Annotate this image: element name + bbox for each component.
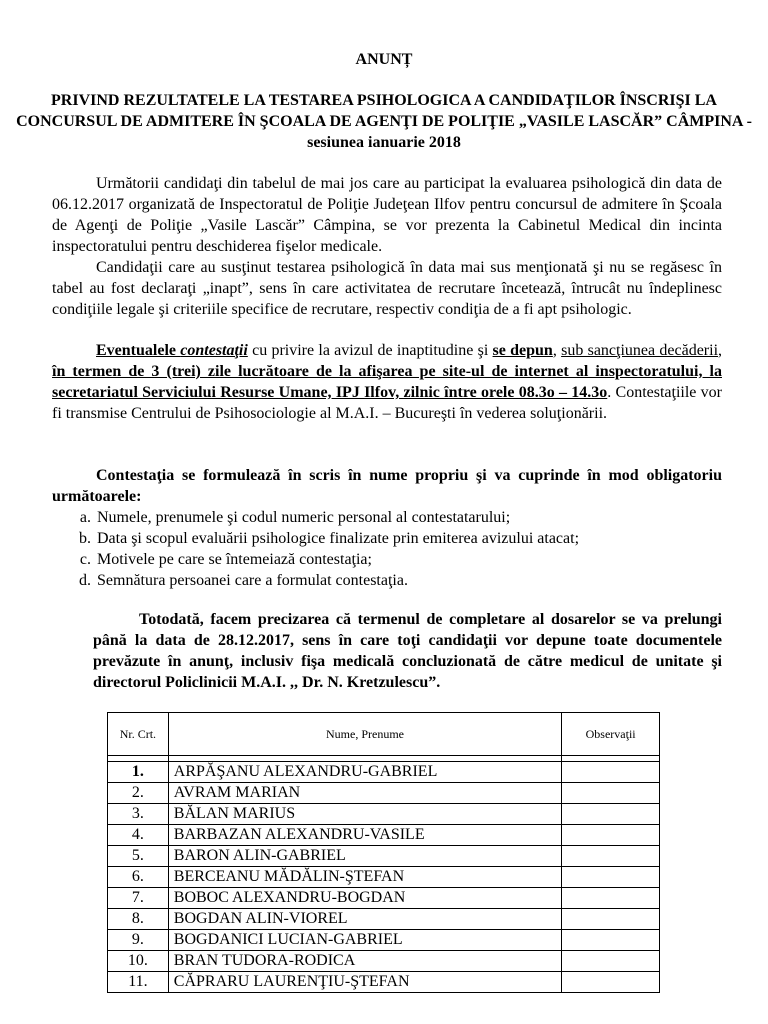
header-observations: Observaţii [562,713,660,756]
results-table [107,712,660,993]
row-name: BOGDAN ALIN-VIOREL [168,909,561,930]
row-name: BARBAZAN ALEXANDRU-VASILE [168,825,561,846]
row-name: BARON ALIN-GABRIEL [168,846,561,867]
header-nr: Nr. Crt. [108,713,169,756]
requirements-list [52,507,765,591]
contest-mid: cu privire la avizul de inaptitudine şi [247,342,493,359]
contest-tail: . Contestaţiile vor fi transmise Centrului de Psihosociologie al M.A.I. – Bucureşti în vederea soluţionării. [52,384,722,422]
document-heading: ANUNȚ [355,51,413,68]
row-number: 7. [108,888,169,909]
row-number: 11. [108,972,169,993]
contest-comma-2: , [718,342,723,359]
row-observations [562,951,660,972]
contest-word: contestaţii [180,342,248,359]
row-number: 4. [108,825,169,846]
contest-intro: Eventualele [96,342,181,359]
row-name: BOBOC ALEXANDRU-BOGDAN [168,888,561,909]
row-number: 2. [108,783,169,804]
row-name: BĂLAN MARIUS [168,804,561,825]
row-number: 3. [108,804,169,825]
table-row [108,762,660,783]
row-observations [562,804,660,825]
row-name: AVRAM MARIAN [168,783,561,804]
document-subheading [0,90,768,153]
table-row [108,846,660,867]
row-observations [562,888,660,909]
table-row [108,888,660,909]
table-row [108,867,660,888]
row-observations [562,825,660,846]
row-number: 5. [108,846,169,867]
subheading-main: PRIVIND REZULTATELE LA TESTAREA PSIHOLOGICA A CANDIDAŢILOR ÎNSCRIŞI LA CONCURSUL DE ADMITERE ÎN ŞCOALA DE AGENŢI DE POLIŢIE „VASILE LASCĂR” CÂMPINA [16,92,743,130]
row-observations [562,867,660,888]
row-name: BERCEANU MĂDĂLIN-ŞTEFAN [168,867,561,888]
row-name: BOGDANICI LUCIAN-GABRIEL [168,930,561,951]
list-item: d. Semnătura persoanei care a formulat contestaţia. [95,570,765,591]
contest-submit: se depun [492,342,553,359]
contest-sanction: sub sancţiunea decăderii [561,342,719,359]
row-number: 6. [108,867,169,888]
paragraph-inapt-candidates: Candidaţii care au susţinut testarea psihologică în data mai sus menţionată şi nu se regăsesc în tabel au fost declaraţi „inapt”, sens în care activitatea de recrutare încetează, întrucât nu îndeplinesc condiţiile legale şi criteriile specifice de recrutare, respectiv condiţia de a fi apt psihologic. [52,259,722,318]
paragraph-contest-form: Contestaţia se formulează în scris în nume propriu şi va cuprinde în mod obligatoriu următoarele: [52,467,722,505]
table-header-row [108,713,660,756]
row-observations [562,972,660,993]
row-number: 9. [108,930,169,951]
list-item: c. Motivele pe care se întemeiază contestaţia; [95,549,765,570]
list-item: a. Numele, prenumele şi codul numeric personal al contestatarului; [95,507,765,528]
row-observations [562,762,660,783]
table-row [108,783,660,804]
row-observations [562,930,660,951]
row-name: CĂPRARU LAURENŢIU-ŞTEFAN [168,972,561,993]
list-item: b. Data şi scopul evaluării psihologice finalizate prin emiterea avizului atacat; [95,528,765,549]
row-observations [562,909,660,930]
row-number: 8. [108,909,169,930]
table-row [108,951,660,972]
row-number: 1. [108,762,169,783]
paragraph-deadline-extension: Totodată, facem precizarea că termenul de completare al dosarelor se va prelungi până la data de 28.12.2017, sens în care toţi candidaţii vor depune toate documentele prevăzute în anunţ, inclusiv fişa medicală concluzionată de către medicul de unitate şi directorul Policlinicii M.A.I. ,, Dr. N. Kretzulescu”. [93,611,722,691]
row-number: 10. [108,951,169,972]
row-name: ARPĂŞANU ALEXANDRU-GABRIEL [168,762,561,783]
header-name: Nume, Prenume [168,713,561,756]
paragraph-contestations [52,340,722,424]
contest-deadline: în termen de 3 (trei) zile lucrătoare de la afişarea pe site-ul de internet al inspectoratului, la secretariatul Serviciului Resurse Umane, IPJ Ilfov, zilnic între orele 08.3o – 14.3o [52,363,722,401]
table-row [108,972,660,993]
table-row [108,825,660,846]
table-row [108,804,660,825]
subheading-session: - sesiunea ianuarie 2018 [307,113,752,151]
table-row [108,930,660,951]
row-name: BRAN TUDORA-RODICA [168,951,561,972]
table-row [108,909,660,930]
paragraph-candidates-medical: Următorii candidaţi din tabelul de mai jos care au participat la evaluarea psihologică din data de 06.12.2017 organizată de Inspectoratul de Poliţie Judeţean Ilfov pentru concursul de admitere în Şcoala de Agenţi de Poliţie „Vasile Lascăr” Câmpina, se vor prezenta la Cabinetul Medical din incinta inspectoratului pentru deschiderea fişelor medicale. [52,175,722,255]
row-observations [562,783,660,804]
row-observations [562,846,660,867]
contest-comma-1: , [552,342,562,359]
